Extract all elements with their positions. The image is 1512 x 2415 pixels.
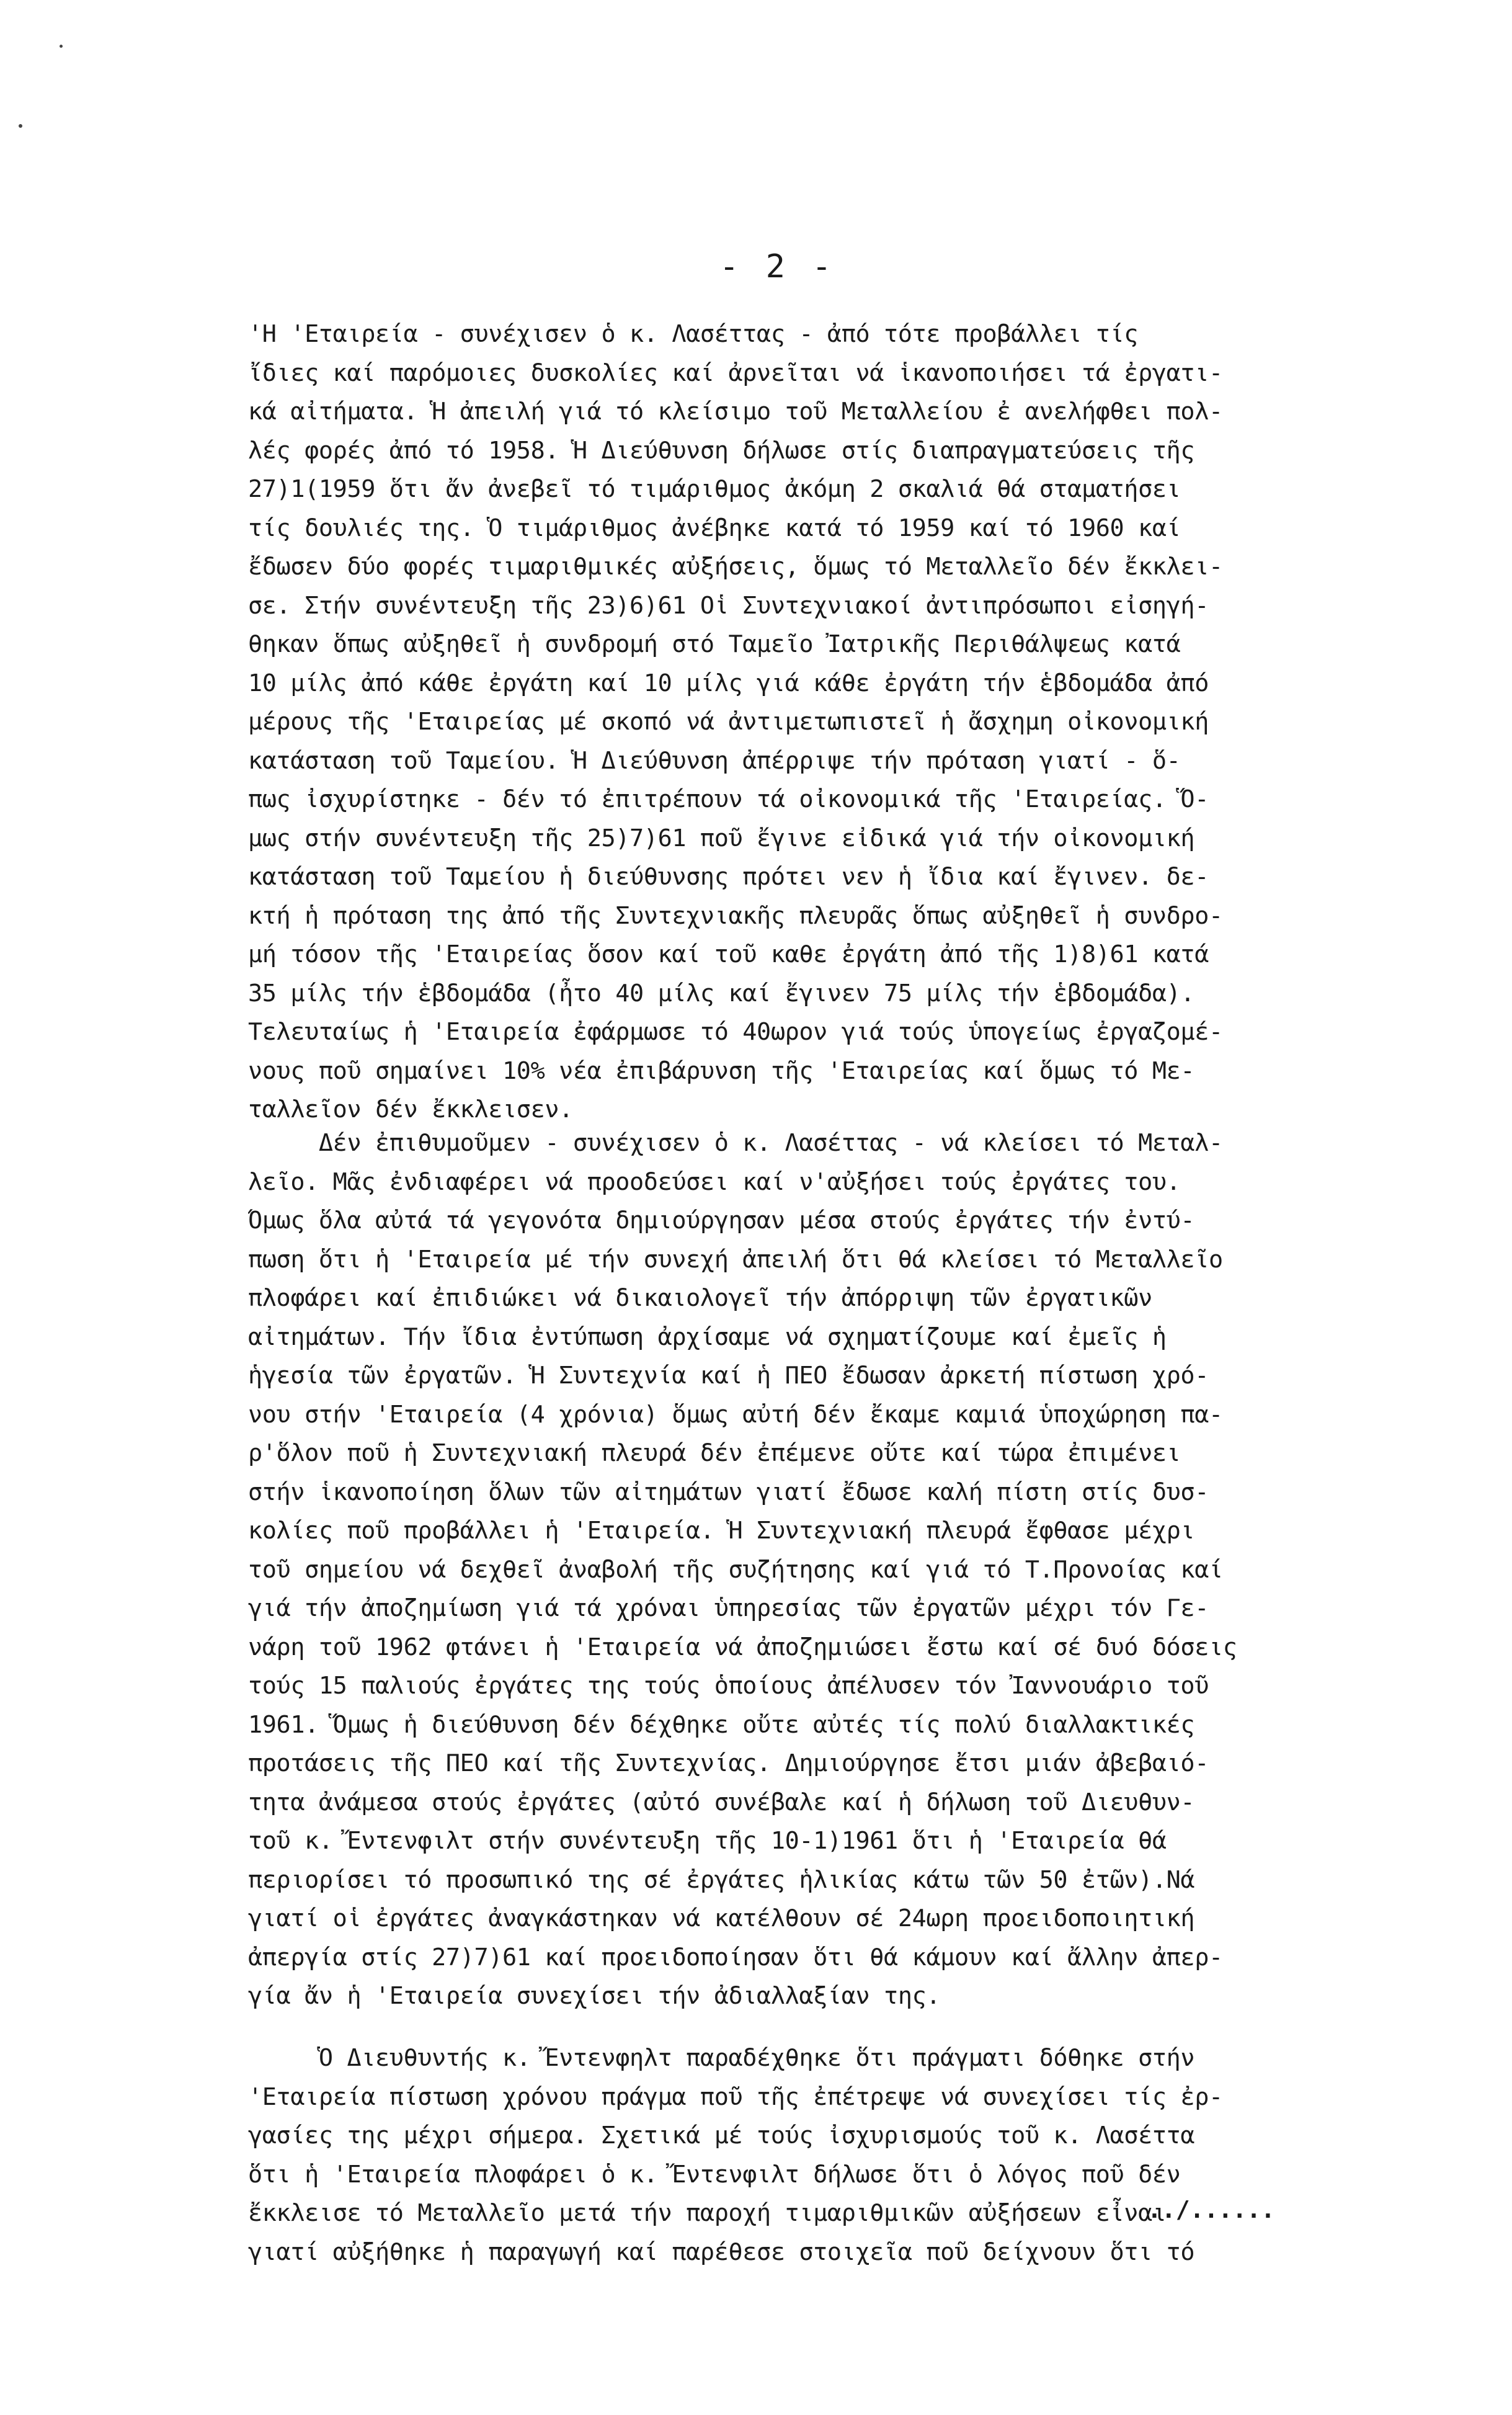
text-line: ἔδωσεν δύο φορές τιμαριθμικές αὐξήσεις, ὅμως τό Μεταλλεῖο δέν ἔκκλει- bbox=[248, 553, 1223, 581]
text-line: τητα ἀνάμεσα στούς ἐργάτες (αὐτό συνέβαλε καί ἡ δήλωση τοῦ Διευθυν- bbox=[248, 1788, 1195, 1816]
text-line: μέρους τῆς 'Εταιρείας μέ σκοπό νά ἀντιμετωπιστεῖ ἡ ἄσχημη οἰκονομική bbox=[248, 708, 1209, 736]
text-line: τοῦ κ. Ἔντενφιλτ στήν συνέντευξη τῆς 10-1)1961 ὅτι ἡ 'Εταιρεία θά bbox=[248, 1827, 1167, 1855]
text-line: Ὁ Διευθυντής κ. Ἔντενφηλτ παραδέχθηκε ὅτι πράγματι δόθηκε στήν bbox=[248, 2044, 1195, 2072]
text-line: λές φορές ἀπό τό 1958. Ἡ Διεύθυνση δήλωσε στίς διαπραγματεύσεις τῆς bbox=[248, 436, 1195, 465]
text-line: γιατί αὐξήθηκε ἡ παραγωγή καί παρέθεσε στοιχεῖα ποῦ δείχνουν ὅτι τό bbox=[248, 2238, 1195, 2266]
text-line: νάρη τοῦ 1962 φτάνει ἡ 'Εταιρεία νά ἀποζημιώσει ἔστω καί σέ δυό δόσεις bbox=[248, 1633, 1237, 1661]
text-line: κατάσταση τοῦ Ταμείου. Ἡ Διεύθυνση ἀπέρριψε τήν πρόταση γιατί - ὅ- bbox=[248, 746, 1181, 775]
text-line: Ὅμως ὅλα αὐτά τά γεγονότα δημιούργησαν μέσα στούς ἐργάτες τήν ἐντύ- bbox=[248, 1207, 1195, 1234]
text-line: λεῖο. Μᾶς ἐνδιαφέρει νά προοδεύσει καί ν'αὐξήσει τούς ἐργάτες του. bbox=[248, 1167, 1181, 1196]
text-line: γιά τήν ἀποζημίωση γιά τά χρόναι ὑπηρεσίας τῶν ἐργατῶν μέχρι τόν Γε- bbox=[248, 1594, 1209, 1622]
text-line: νου στήν 'Εταιρεία (4 χρόνια) ὅμως αὐτή δέν ἔκαμε καμιά ὑποχώρηση πα- bbox=[248, 1400, 1223, 1429]
text-line: προτάσεις τῆς ΠΕΟ καί τῆς Συντεχνίας. Δημιούργησε ἔτσι μιάν ἀβεβαιό- bbox=[248, 1749, 1209, 1777]
text-line: κά αἰτήματα. Ἡ ἀπειλή γιά τό κλείσιμο τοῦ Μεταλλείου ἐ ανελήφθει πολ- bbox=[248, 398, 1223, 426]
text-line: σε. Στήν συνέντευξη τῆς 23)6)61 Οἱ Συντεχνιακοί ἀντιπρόσωποι εἰσηγή- bbox=[248, 591, 1209, 620]
text-line: κατάσταση τοῦ Ταμείου ἡ διεύθυνσης πρότει νεν ἡ ἴδια καί ἔγινεν. δε- bbox=[248, 863, 1209, 891]
text-line: νους ποῦ σημαίνει 10% νέα ἐπιβάρυνση τῆς 'Εταιρείας καί ὅμως τό Με- bbox=[248, 1056, 1195, 1085]
text-line: ὅτι ἡ 'Εταιρεία πλοφάρει ὁ κ. Ἔντενφιλτ δήλωσε ὅτι ὁ λόγος ποῦ δέν bbox=[248, 2160, 1181, 2189]
text-line: πως ἰσχυρίστηκε - δέν τό ἐπιτρέπουν τά οἰκονομικά τῆς 'Εταιρείας. Ὅ- bbox=[248, 785, 1209, 813]
text-line: ἡγεσία τῶν ἐργατῶν. Ἡ Συντεχνία καί ἡ ΠΕΟ ἔδωσαν ἀρκετή πίστωση χρό- bbox=[248, 1362, 1209, 1390]
text-line: στήν ἱκανοποίηση ὅλων τῶν αἰτημάτων γιατί ἔδωσε καλή πίστη στίς δυσ- bbox=[248, 1478, 1209, 1506]
text-line: μως στήν συνέντευξη τῆς 25)7)61 ποῦ ἔγινε εἰδικά γιά τήν οἰκονομική bbox=[248, 824, 1195, 852]
text-line: γιατί οἱ ἐργάτες ἀναγκάστηκαν νά κατέλθουν σέ 24ωρη προειδοποιητική bbox=[248, 1904, 1195, 1932]
text-line: 10 μίλς ἀπό κάθε ἐργάτη καί 10 μίλς γιά κάθε ἐργάτη τήν ἑβδομάδα ἀπό bbox=[248, 669, 1209, 697]
text-line: 35 μίλς τήν ἑβδομάδα (ἦτο 40 μίλς καί ἔγινεν 75 μίλς τήν ἑβδομάδα). bbox=[248, 979, 1195, 1007]
text-line: 1961. Ὅμως ἡ διεύθυνση δέν δέχθηκε οὔτε αὐτές τίς πολύ διαλλακτικές bbox=[248, 1710, 1195, 1739]
paragraph-3 bbox=[248, 2039, 1352, 2272]
paragraph-2 bbox=[248, 1124, 1352, 2016]
text-line: κολίες ποῦ προβάλλει ἡ 'Εταιρεία. Ἡ Συντεχνιακή πλευρά ἔφθασε μέχρι bbox=[248, 1517, 1195, 1545]
page-number: - 2 - bbox=[719, 248, 835, 285]
text-line: ἴδιες καί παρόμοιες δυσκολίες καί ἀρνεῖται νά ἱκανοποιήσει τά ἐργατι- bbox=[248, 359, 1223, 387]
text-line: περιορίσει τό προσωπικό της σέ ἐργάτες ἡλικίας κάτω τῶν 50 ἐτῶν).Νά bbox=[248, 1865, 1195, 1894]
text-line: μή τόσον τῆς 'Εταιρείας ὅσον καί τοῦ καθε ἐργάτη ἀπό τῆς 1)8)61 κατά bbox=[248, 940, 1209, 968]
text-line: 'Η 'Εταιρεία - συνέχισεν ὁ κ. Λασέττας - ἀπό τότε προβάλλει τίς bbox=[248, 320, 1139, 348]
text-line: ταλλεῖον δέν ἔκκλεισεν. bbox=[248, 1096, 573, 1123]
scan-speck bbox=[60, 45, 63, 48]
text-line: πλοφάρει καί ἐπιδιώκει νά δικαιολογεῖ τήν ἀπόρριψη τῶν ἐργατικῶν bbox=[248, 1284, 1152, 1312]
text-line: θηκαν ὅπως αὐξηθεῖ ἡ συνδρομή στό Ταμεῖο Ἰατρικῆς Περιθάλψεως κατά bbox=[248, 630, 1181, 658]
text-line: 'Εταιρεία πίστωση χρόνου πράγμα ποῦ τῆς ἐπέτρεψε νά συνεχίσει τίς ἐρ- bbox=[248, 2082, 1223, 2111]
text-line: Δέν ἐπιθυμοῦμεν - συνέχισεν ὁ κ. Λασέττας - νά κλείσει τό Μεταλ- bbox=[248, 1129, 1223, 1157]
scan-speck bbox=[19, 124, 22, 128]
continuation-mark: ../...... bbox=[1147, 2196, 1275, 2223]
text-line: ρ'ὅλον ποῦ ἡ Συντεχνιακή πλευρά δέν ἐπέμενε οὔτε καί τώρα ἐπιμένει bbox=[248, 1439, 1181, 1467]
paragraph-1 bbox=[248, 315, 1352, 1130]
text-line: τοῦ σημείου νά δεχθεῖ ἀναβολή τῆς συζήτησης καί γιά τό Τ.Προνοίας καί bbox=[248, 1555, 1223, 1584]
text-line: ἔκκλεισε τό Μεταλλεῖο μετά τήν παροχή τιμαριθμικῶν αὐξήσεων εἶναι bbox=[248, 2199, 1167, 2227]
text-line: τούς 15 παλιούς ἐργάτες της τούς ὁποίους ἀπέλυσεν τόν Ἰαννουάριο τοῦ bbox=[248, 1672, 1209, 1700]
text-line: πωση ὅτι ἡ 'Εταιρεία μέ τήν συνεχή ἀπειλή ὅτι θά κλείσει τό Μεταλλεῖο bbox=[248, 1245, 1223, 1274]
text-line: γία ἄν ἡ 'Εταιρεία συνεχίσει τήν ἀδιαλλαξίαν της. bbox=[248, 1982, 941, 2010]
text-line: ἀπεργία στίς 27)7)61 καί προειδοποίησαν ὅτι θά κάμουν καί ἄλλην ἀπερ- bbox=[248, 1943, 1223, 1971]
text-line: γασίες της μέχρι σήμερα. Σχετικά μέ τούς ἰσχυρισμούς τοῦ κ. Λασέττα bbox=[248, 2122, 1195, 2149]
text-line: κτή ἡ πρόταση της ἀπό τῆς Συντεχνιακῆς πλευρᾶς ὅπως αὐξηθεῖ ἡ συνδρο- bbox=[248, 901, 1223, 930]
text-line: τίς δουλιές της. Ὁ τιμάριθμος ἀνέβηκε κατά τό 1959 καί τό 1960 καί bbox=[248, 514, 1181, 542]
text-line: 27)1(1959 ὅτι ἄν ἀνεβεῖ τό τιμάριθμος ἀκόμη 2 σκαλιά θά σταματήσει bbox=[248, 475, 1181, 503]
text-line: Τελευταίως ἡ 'Εταιρεία ἐφάρμωσε τό 40ωρον γιά τούς ὑπογείως ἐργαζομέ- bbox=[248, 1018, 1223, 1046]
text-line: αἰτημάτων. Τήν ἴδια ἐντύπωση ἀρχίσαμε νά σχηματίζουμε καί ἐμεῖς ἡ bbox=[248, 1323, 1167, 1351]
